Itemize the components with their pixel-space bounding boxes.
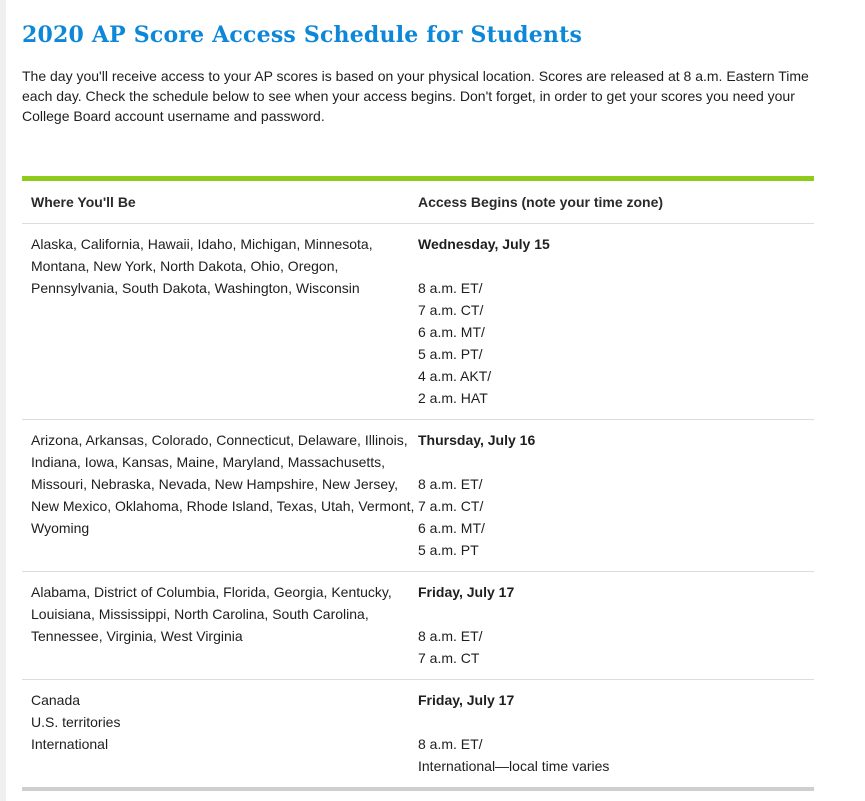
access-cell	[418, 233, 814, 409]
table-row	[22, 572, 814, 680]
time-entry: 8 a.m. ET/	[418, 628, 483, 644]
access-date: Thursday, July 16	[418, 432, 536, 448]
time-entry: 4 a.m. AKT/	[418, 368, 492, 384]
locations-cell	[22, 581, 418, 669]
time-list	[418, 625, 814, 669]
table-row	[22, 680, 814, 787]
locations-text: Arizona, Arkansas, Colorado, Connecticut, Delaware, Illinois, Indiana, Iowa, Kansas, Maine, Maryland, Massachusetts, Missouri, Nebraska, Nevada, New Hampshire, New Jersey, New Mexico, Oklahoma, Rhode Island, Texas, Utah, Vermont, Wyoming	[31, 432, 415, 536]
locations-text: Alaska, California, Hawaii, Idaho, Michigan, Minnesota, Montana, New York, North Dakota, Ohio, Oregon, Pennsylvania, South Dakota, Washington, Wisconsin	[31, 236, 373, 296]
time-entry: 8 a.m. ET/	[418, 476, 483, 492]
page-title: 2020 AP Score Access Schedule for Students	[22, 22, 583, 48]
location-line: U.S. territories	[31, 714, 121, 730]
locations-cell	[22, 689, 418, 777]
access-cell	[418, 581, 814, 669]
time-entry: 5 a.m. PT	[418, 542, 479, 558]
locations-text: Alabama, District of Columbia, Florida, Georgia, Kentucky, Louisiana, Mississippi, North Carolina, South Carolina, Tennessee, Virginia, West Virginia	[31, 584, 392, 644]
access-date: Friday, July 17	[418, 692, 515, 708]
time-entry: 2 a.m. HAT	[418, 390, 488, 406]
main-content	[22, 20, 822, 774]
time-entry: 6 a.m. MT/	[418, 324, 485, 340]
intro-paragraph: The day you'll receive access to your AP scores is based on your physical location. Scores are released at 8 a.m. Eastern Time each day. Check the schedule below to see when your access begins. Don't forget, in order to get your scores you need your College Board account username and password.	[22, 68, 809, 124]
time-list	[418, 473, 814, 561]
time-entry: 8 a.m. ET/	[418, 280, 483, 296]
time-entry: International—local time varies	[418, 758, 610, 774]
access-cell	[418, 689, 814, 777]
location-line: International	[31, 736, 109, 752]
time-entry: 6 a.m. MT/	[418, 520, 485, 536]
time-entry: 7 a.m. CT	[418, 650, 480, 666]
time-list	[418, 733, 814, 777]
location-line: Canada	[31, 692, 81, 708]
access-date: Wednesday, July 15	[418, 236, 550, 252]
locations-cell	[22, 429, 418, 561]
table-row	[22, 224, 814, 420]
schedule-table	[22, 176, 814, 791]
table-header-row	[22, 181, 814, 224]
access-date: Friday, July 17	[418, 584, 515, 600]
header-access: Access Begins (note your time zone)	[418, 194, 664, 210]
locations-cell	[22, 233, 418, 409]
time-entry: 5 a.m. PT/	[418, 346, 483, 362]
page-left-edge	[0, 0, 6, 801]
time-entry: 8 a.m. ET/	[418, 736, 483, 752]
header-where: Where You'll Be	[31, 194, 136, 210]
access-cell	[418, 429, 814, 561]
time-entry: 7 a.m. CT/	[418, 302, 484, 318]
table-row	[22, 420, 814, 572]
time-list	[418, 277, 814, 409]
time-entry: 7 a.m. CT/	[418, 498, 484, 514]
